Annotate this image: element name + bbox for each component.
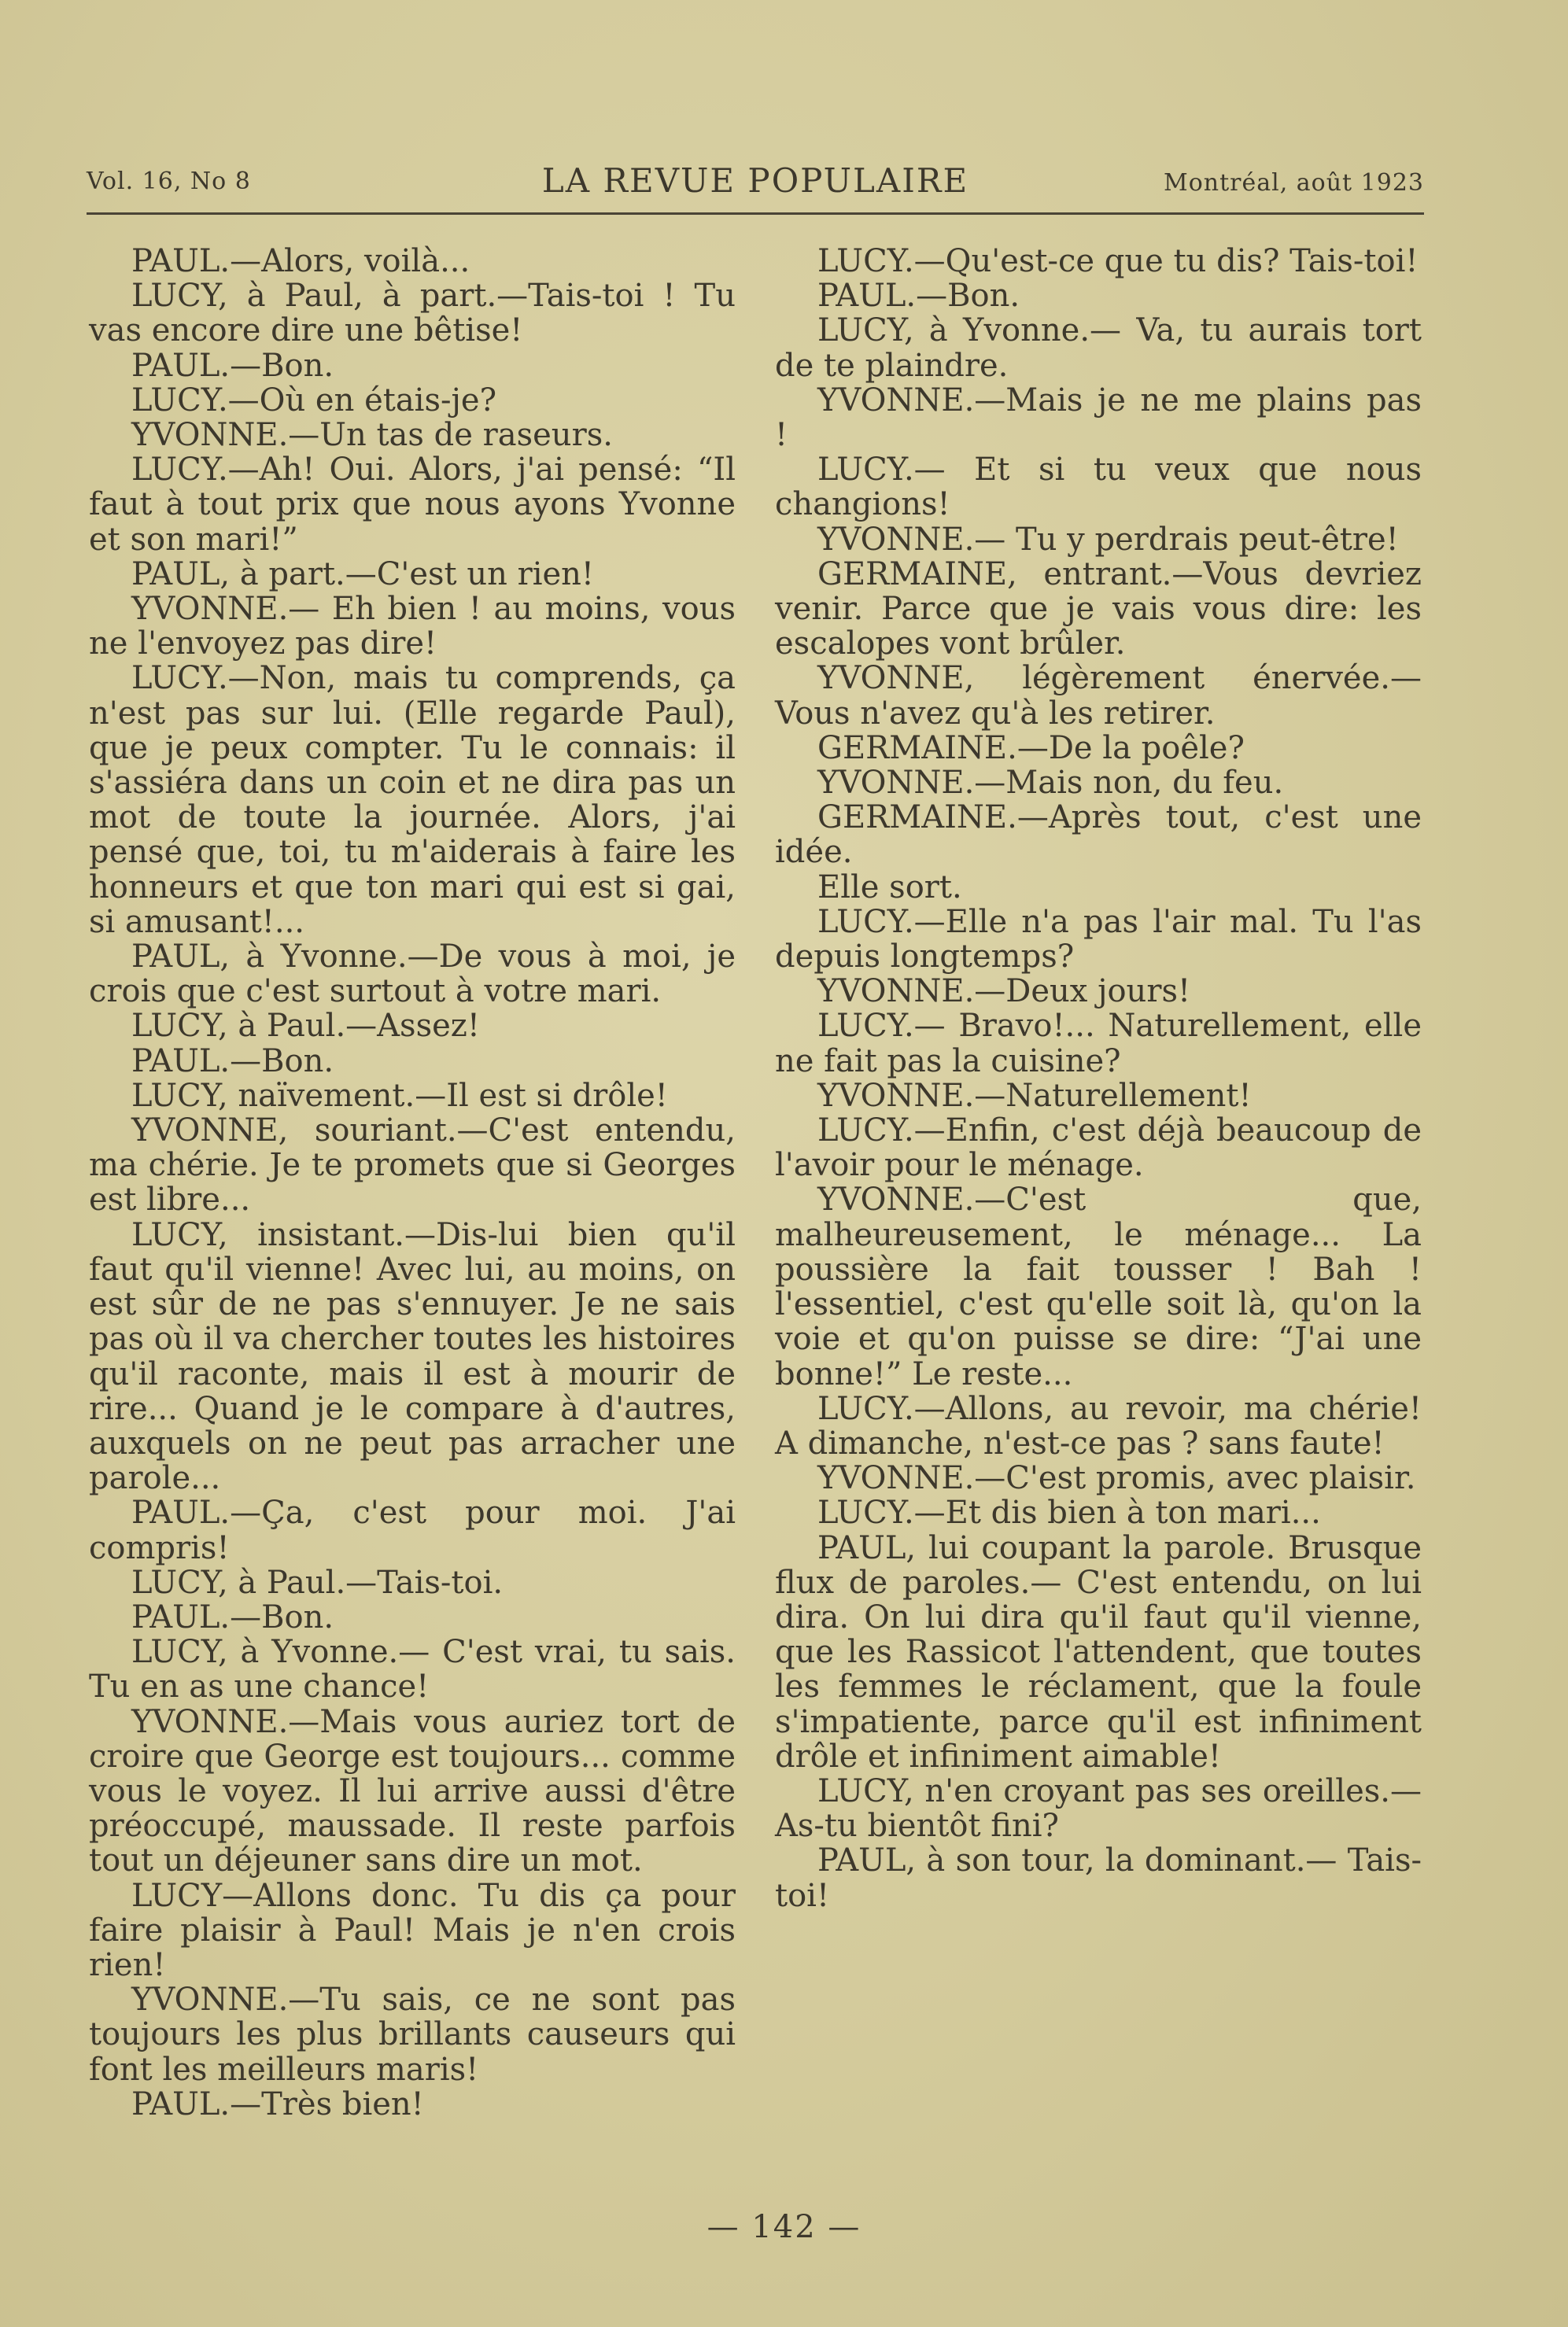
dialogue-line: LUCY.—Non, mais tu comprends, ça n'est pas sur lui. (Elle regarde Paul), que je peux compter. Tu le connais: il s'assiéra dans un coin et ne dira pas un mot de toute la journée. Alors, j'ai pensé que, toi, tu m'aiderais à faire les honneurs et que ton mari qui est si gai, si amusant!... (89, 660, 736, 940)
dialogue-line: YVONNE.—Deux jours! (817, 973, 1191, 1010)
dialogue-line: YVONNE.—C'est que, malheureusement, le ménage... La poussière la fait tousser ! Bah ! l'essentiel, c'est qu'elle soit là, qu'on la voie et qu'on puisse se dire: “J'ai une bonne!” Le reste... (775, 1182, 1422, 1392)
dialogue-line: YVONNE.— Eh bien ! au moins, vous ne l'envoyez pas dire! (89, 591, 736, 662)
dialogue-line: LUCY, naïvement.—Il est si drôle! (131, 1077, 668, 1114)
left-text-column (89, 244, 736, 2122)
dialogue-line: PAUL, à son tour, la dominant.— Tais-toi! (775, 1842, 1422, 1914)
running-header (87, 161, 1424, 208)
dialogue-line: YVONNE.—Tu sais, ce ne sont pas toujours les plus brillants causeurs qui font les meilleurs maris! (89, 1982, 736, 2088)
dialogue-line: YVONNE.—Mais non, du feu. (817, 765, 1284, 802)
volume-number: Vol. 16, No 8 (87, 168, 251, 195)
dialogue-line: YVONNE.—Mais vous auriez tort de croire que George est toujours... comme vous le voyez. Il lui arrive aussi d'être préoccupé, maussade. Il reste parfois tout un déjeuner sans dire un mot. (89, 1703, 736, 1879)
dialogue-line: LUCY.—Où en étais-je? (131, 382, 497, 419)
dialogue-line: LUCY, à Yvonne.— C'est vrai, tu sais. Tu en as une chance! (89, 1634, 736, 1706)
dialogue-line: LUCY.—Et dis bien à ton mari... (817, 1495, 1321, 1532)
dialogue-line: YVONNE, légèrement énervée.— Vous n'avez qu'à les retirer. (775, 660, 1422, 732)
dialogue-line: PAUL.—Bon. (131, 347, 334, 384)
dialogue-line: LUCY.—Allons, au revoir, ma chérie! A dimanche, n'est-ce pas ? sans faute! (775, 1390, 1422, 1462)
dialogue-line: PAUL.—Bon. (817, 278, 1020, 315)
header-rule (87, 212, 1424, 215)
dialogue-line: LUCY, à Paul, à part.—Tais-toi ! Tu vas encore dire une bêtise! (89, 278, 736, 349)
dialogue-line: YVONNE.—Mais je ne me plains pas ! (775, 382, 1422, 454)
right-text-column (775, 244, 1422, 1913)
dialogue-line: GERMAINE.—Après tout, c'est une idée. (775, 799, 1422, 871)
dialogue-line: YVONNE.— Tu y perdrais peut-être! (817, 521, 1399, 558)
dialogue-line: PAUL.—Alors, voilà... (131, 243, 470, 279)
dialogue-line: LUCY.—Enfin, c'est déjà beaucoup de l'avoir pour le ménage. (775, 1112, 1422, 1184)
dialogue-line: LUCY.—Ah! Oui. Alors, j'ai pensé: “Il faut à tout prix que nous ayons Yvonne et son mari!” (89, 452, 736, 558)
dialogue-line: LUCY.— Et si tu veux que nous changions! (775, 452, 1422, 523)
dialogue-line: LUCY, insistant.—Dis-lui bien qu'il faut qu'il vienne! Avec lui, au moins, on est sûr de ne pas s'ennuyer. Je ne sais pas où il va chercher toutes les histoires qu'il raconte, mais il est à mourir de rire... Quand je le compare à d'autres, auxquels on ne peut pas arracher une parole... (89, 1216, 736, 1497)
dialogue-line: YVONNE.—Un tas de raseurs. (131, 417, 613, 454)
dialogue-line: LUCY, à Yvonne.— Va, tu aurais tort de te plaindre. (775, 312, 1422, 384)
dialogue-line: PAUL, à Yvonne.—De vous à moi, je crois que c'est surtout à votre mari. (89, 939, 736, 1010)
dialogue-line: PAUL.—Bon. (131, 1042, 334, 1079)
dialogue-line: LUCY, à Paul.—Assez! (131, 1008, 480, 1045)
dialogue-line: PAUL, lui coupant la parole. Brusque flux de paroles.— C'est entendu, on lui dira. On lui dira qu'il faut qu'il vienne, que les Rassicot l'attendent, que toutes les femmes le réclament, que la foule s'impatiente, parce qu'il est infiniment drôle et infiniment aimable! (775, 1529, 1422, 1775)
place-and-date: Montréal, août 1923 (1163, 169, 1424, 197)
dialogue-line: PAUL.—Bon. (131, 1599, 334, 1636)
dialogue-line: GERMAINE, entrant.—Vous devriez venir. Parce que je vais vous dire: les escalopes vont brûler. (775, 555, 1422, 662)
dialogue-line: LUCY.—Qu'est-ce que tu dis? Tais-toi! (817, 243, 1419, 279)
dialogue-line: YVONNE.—Naturellement! (817, 1077, 1252, 1114)
dialogue-line: GERMAINE.—De la poêle? (817, 729, 1245, 766)
dialogue-line: LUCY—Allons donc. Tu dis ça pour faire plaisir à Paul! Mais je n'en crois rien! (89, 1877, 736, 1983)
dialogue-line: LUCY.—Elle n'a pas l'air mal. Tu l'as depuis longtemps? (775, 903, 1422, 975)
dialogue-line: PAUL, à part.—C'est un rien! (131, 555, 595, 592)
dialogue-line: LUCY, à Paul.—Tais-toi. (131, 1564, 504, 1601)
dialogue-line: YVONNE, souriant.—C'est entendu, ma chérie. Je te promets que si Georges est libre... (89, 1112, 736, 1219)
dialogue-line: PAUL.—Très bien! (131, 2085, 424, 2122)
dialogue-line: LUCY.— Bravo!... Naturellement, elle ne fait pas la cuisine? (775, 1008, 1422, 1079)
dialogue-line: PAUL.—Ça, c'est pour moi. J'ai compris! (89, 1495, 736, 1566)
page-number: — 142 — (707, 2209, 861, 2245)
stage-direction: Elle sort. (817, 868, 962, 905)
dialogue-line: YVONNE.—C'est promis, avec plaisir. (817, 1460, 1416, 1497)
dialogue-line: LUCY, n'en croyant pas ses oreilles.—As-tu bientôt fini? (775, 1772, 1422, 1845)
magazine-title: LA REVUE POPULAIRE (541, 161, 969, 200)
